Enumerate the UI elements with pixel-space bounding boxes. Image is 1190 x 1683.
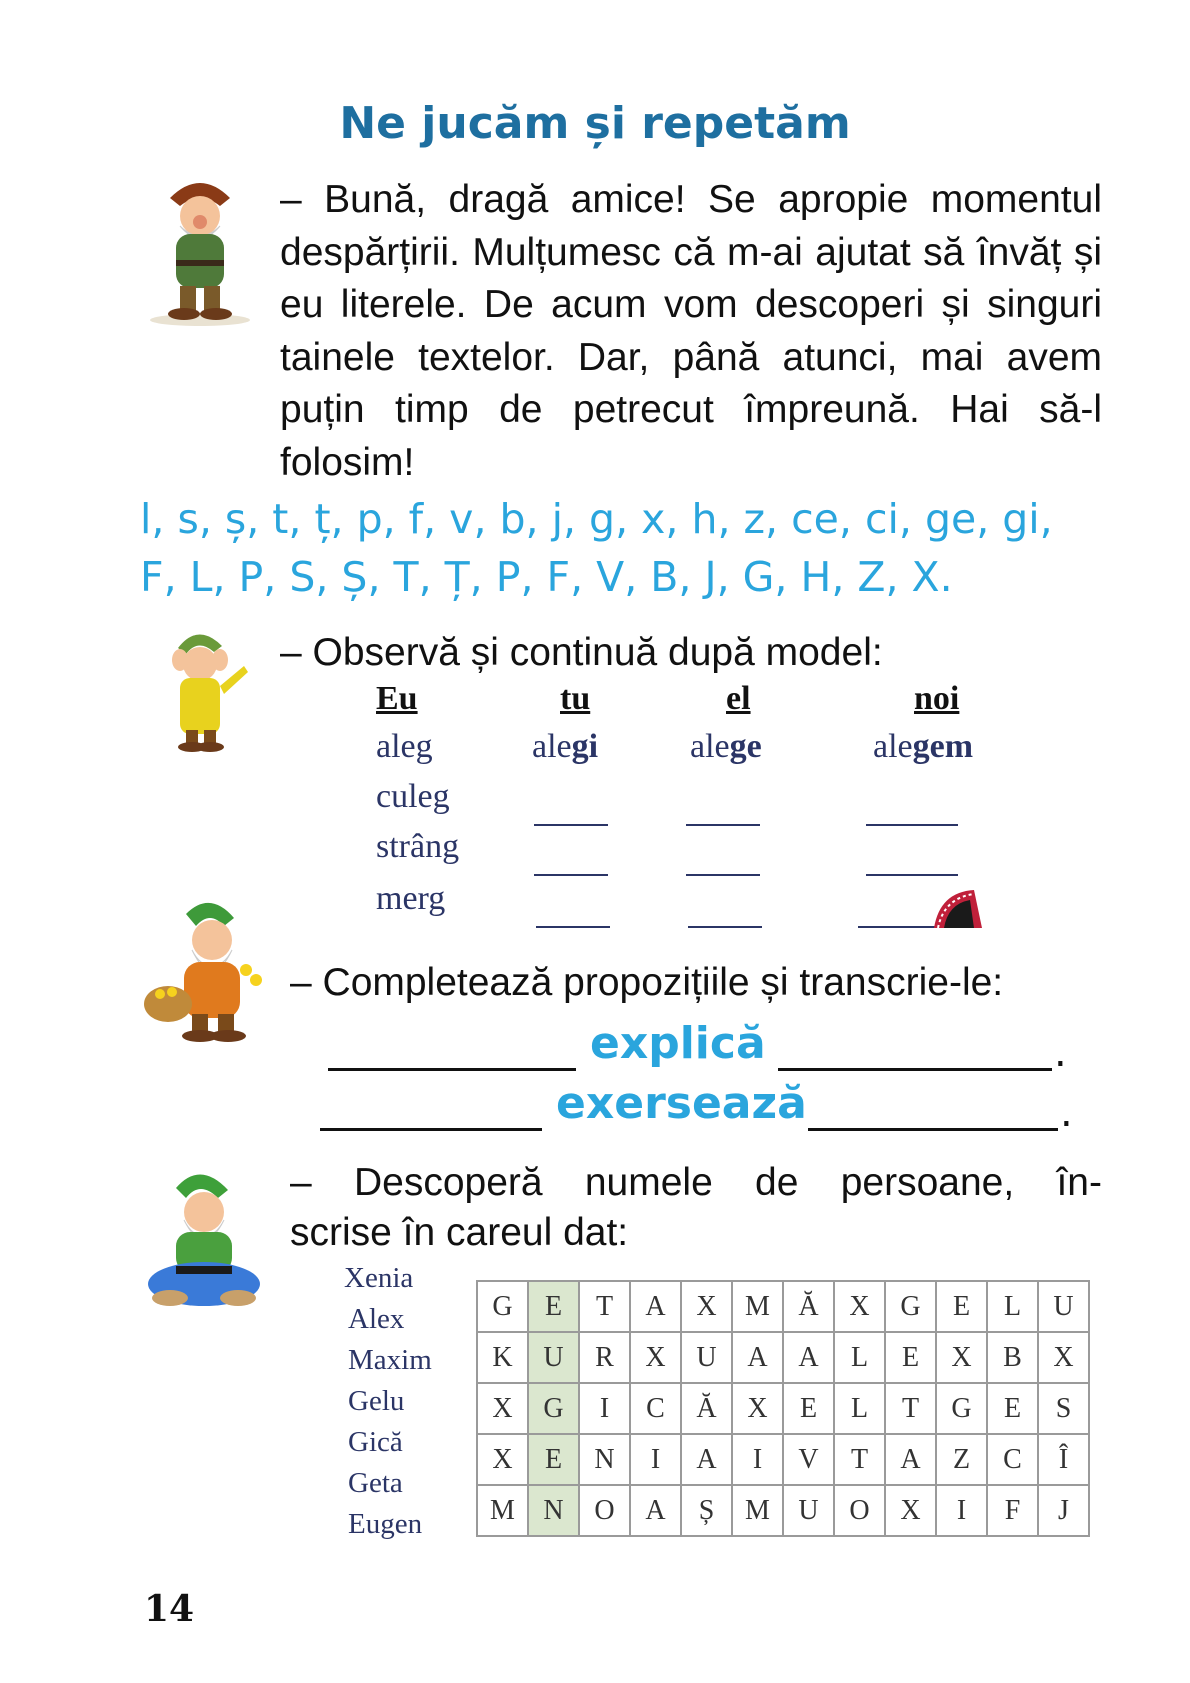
grid-cell: U	[783, 1485, 834, 1536]
grid-cell: O	[834, 1485, 885, 1536]
exercise2-instruction: – Completează propozițiile și transcrie-le:	[290, 961, 1004, 1004]
grid-cell: A	[732, 1332, 783, 1383]
grid-cell: J	[1038, 1485, 1089, 1536]
dwarf-happy-icon	[140, 168, 260, 333]
verb-strang: strâng	[376, 828, 460, 865]
grid-cell: E	[528, 1281, 579, 1332]
name-item: Gică	[348, 1426, 403, 1458]
grid-cell: M	[477, 1485, 528, 1536]
name-item: Gelu	[348, 1385, 405, 1417]
grid-cell: X	[477, 1383, 528, 1434]
name-item: Maxim	[348, 1344, 432, 1376]
grid-cell: E	[783, 1383, 834, 1434]
grid-cell: F	[987, 1485, 1038, 1536]
grid-cell: Ă	[783, 1281, 834, 1332]
hat-decoration-icon	[930, 886, 986, 935]
grid-cell: Ă	[681, 1383, 732, 1434]
grid-cell: I	[732, 1434, 783, 1485]
name-item: Eugen	[348, 1508, 423, 1540]
name-item: Alex	[348, 1303, 405, 1335]
answer-line	[778, 1068, 1052, 1071]
grid-cell: E	[885, 1332, 936, 1383]
blank-line	[858, 926, 940, 928]
instruction-line-1: – Descoperă numele de persoane, în-	[290, 1161, 1102, 1204]
grid-cell: X	[732, 1383, 783, 1434]
dwarf-bashful-icon	[140, 896, 280, 1051]
grid-cell: X	[1038, 1332, 1089, 1383]
verb-merg: merg	[376, 880, 446, 917]
grid-cell: Î	[1038, 1434, 1089, 1485]
grid-cell: X	[885, 1485, 936, 1536]
page-number: 14	[144, 1588, 195, 1630]
header-tu: tu	[560, 680, 591, 717]
grid-cell: I	[936, 1485, 987, 1536]
grid-cell: M	[732, 1485, 783, 1536]
grid-cell: U	[1038, 1281, 1089, 1332]
model-tu: alegi	[532, 728, 599, 765]
grid-cell: T	[834, 1434, 885, 1485]
grid-cell: X	[834, 1281, 885, 1332]
grid-cell: L	[834, 1332, 885, 1383]
grid-cell: A	[783, 1332, 834, 1383]
name-item: Xenia	[344, 1262, 414, 1294]
conjugation-table	[370, 680, 1010, 940]
answer-line	[320, 1128, 542, 1131]
grid-row	[477, 1332, 1089, 1383]
grid-cell: E	[936, 1281, 987, 1332]
grid-cell: L	[987, 1281, 1038, 1332]
model-el: alege	[690, 728, 762, 765]
grid-row	[477, 1434, 1089, 1485]
word-search-grid	[476, 1280, 1090, 1537]
name-item: Geta	[348, 1467, 403, 1499]
grid-cell: I	[579, 1383, 630, 1434]
grid-cell: G	[885, 1281, 936, 1332]
grid-cell: L	[834, 1383, 885, 1434]
blank-line	[686, 824, 760, 826]
page-title: Ne jucăm și repetăm	[339, 98, 851, 149]
grid-cell: G	[477, 1281, 528, 1332]
answer-line	[328, 1068, 576, 1071]
blank-line	[534, 824, 608, 826]
grid-cell: A	[681, 1434, 732, 1485]
blank-line	[688, 926, 762, 928]
grid-cell: N	[528, 1485, 579, 1536]
grid-cell: V	[783, 1434, 834, 1485]
grid-cell: O	[579, 1485, 630, 1536]
grid-cell: X	[936, 1332, 987, 1383]
grid-cell: K	[477, 1332, 528, 1383]
blank-line	[866, 874, 958, 876]
grid-cell: Ș	[681, 1485, 732, 1536]
exercise3-instruction	[290, 1158, 1102, 1258]
exercise1-instruction: – Observă și continuă după model:	[280, 631, 883, 674]
grid-cell: E	[528, 1434, 579, 1485]
sentence-period: .	[1060, 1090, 1073, 1136]
dwarf-sleepy-icon	[140, 1166, 270, 1321]
blank-line	[534, 874, 608, 876]
grid-cell: B	[987, 1332, 1038, 1383]
letters-line-1: l, s, ș, t, ț, p, f, v, b, j, g, x, h, z, ce, ci, ge, gi,	[140, 495, 1053, 543]
grid-cell: C	[987, 1434, 1038, 1485]
grid-cell: E	[987, 1383, 1038, 1434]
grid-cell: T	[885, 1383, 936, 1434]
word-exerseaza: exersează	[556, 1078, 807, 1129]
grid-cell: M	[732, 1281, 783, 1332]
letters-line-2: F, L, P, S, Ș, T, Ț, P, F, V, B, J, G, H, Z, X.	[140, 553, 953, 601]
grid-cell: G	[936, 1383, 987, 1434]
answer-line	[808, 1128, 1058, 1131]
verb-culeg: culeg	[376, 778, 450, 815]
grid-cell: N	[579, 1434, 630, 1485]
grid-cell: C	[630, 1383, 681, 1434]
header-eu: Eu	[376, 680, 418, 717]
grid-cell: U	[528, 1332, 579, 1383]
grid-cell: X	[681, 1281, 732, 1332]
grid-cell: A	[630, 1281, 681, 1332]
header-noi: noi	[914, 680, 960, 717]
grid-cell: S	[1038, 1383, 1089, 1434]
grid-row	[477, 1485, 1089, 1536]
grid-row	[477, 1383, 1089, 1434]
grid-cell: X	[477, 1434, 528, 1485]
blank-line	[536, 926, 610, 928]
grid-row	[477, 1281, 1089, 1332]
grid-cell: T	[579, 1281, 630, 1332]
letters-list	[140, 490, 1110, 606]
header-el: el	[726, 680, 751, 717]
instruction-line-2: scrise în careul dat:	[290, 1211, 629, 1254]
grid-cell: A	[885, 1434, 936, 1485]
sentence-period: .	[1054, 1030, 1067, 1076]
grid-cell: Z	[936, 1434, 987, 1485]
blank-line	[866, 824, 958, 826]
names-list	[344, 1258, 432, 1545]
intro-paragraph: – Bună, dragă amice! Se apropie momentul despărțirii. Mulțumesc că m-ai ajutat să învăț și eu literele. De acum vom descoperi și singuri tainele textelor. Dar, până atunci, mai avem puțin timp de petrecut împreună. Hai să-l folosim!	[280, 178, 1102, 484]
model-noi: alegem	[873, 728, 974, 765]
grid-cell: U	[681, 1332, 732, 1383]
word-explica: explică	[590, 1018, 766, 1069]
model-eu: aleg	[376, 728, 433, 765]
grid-cell: R	[579, 1332, 630, 1383]
grid-cell: G	[528, 1383, 579, 1434]
dwarf-dopey-icon	[148, 626, 258, 761]
grid-cell: X	[630, 1332, 681, 1383]
grid-cell: A	[630, 1485, 681, 1536]
blank-line	[686, 874, 760, 876]
grid-cell: I	[630, 1434, 681, 1485]
